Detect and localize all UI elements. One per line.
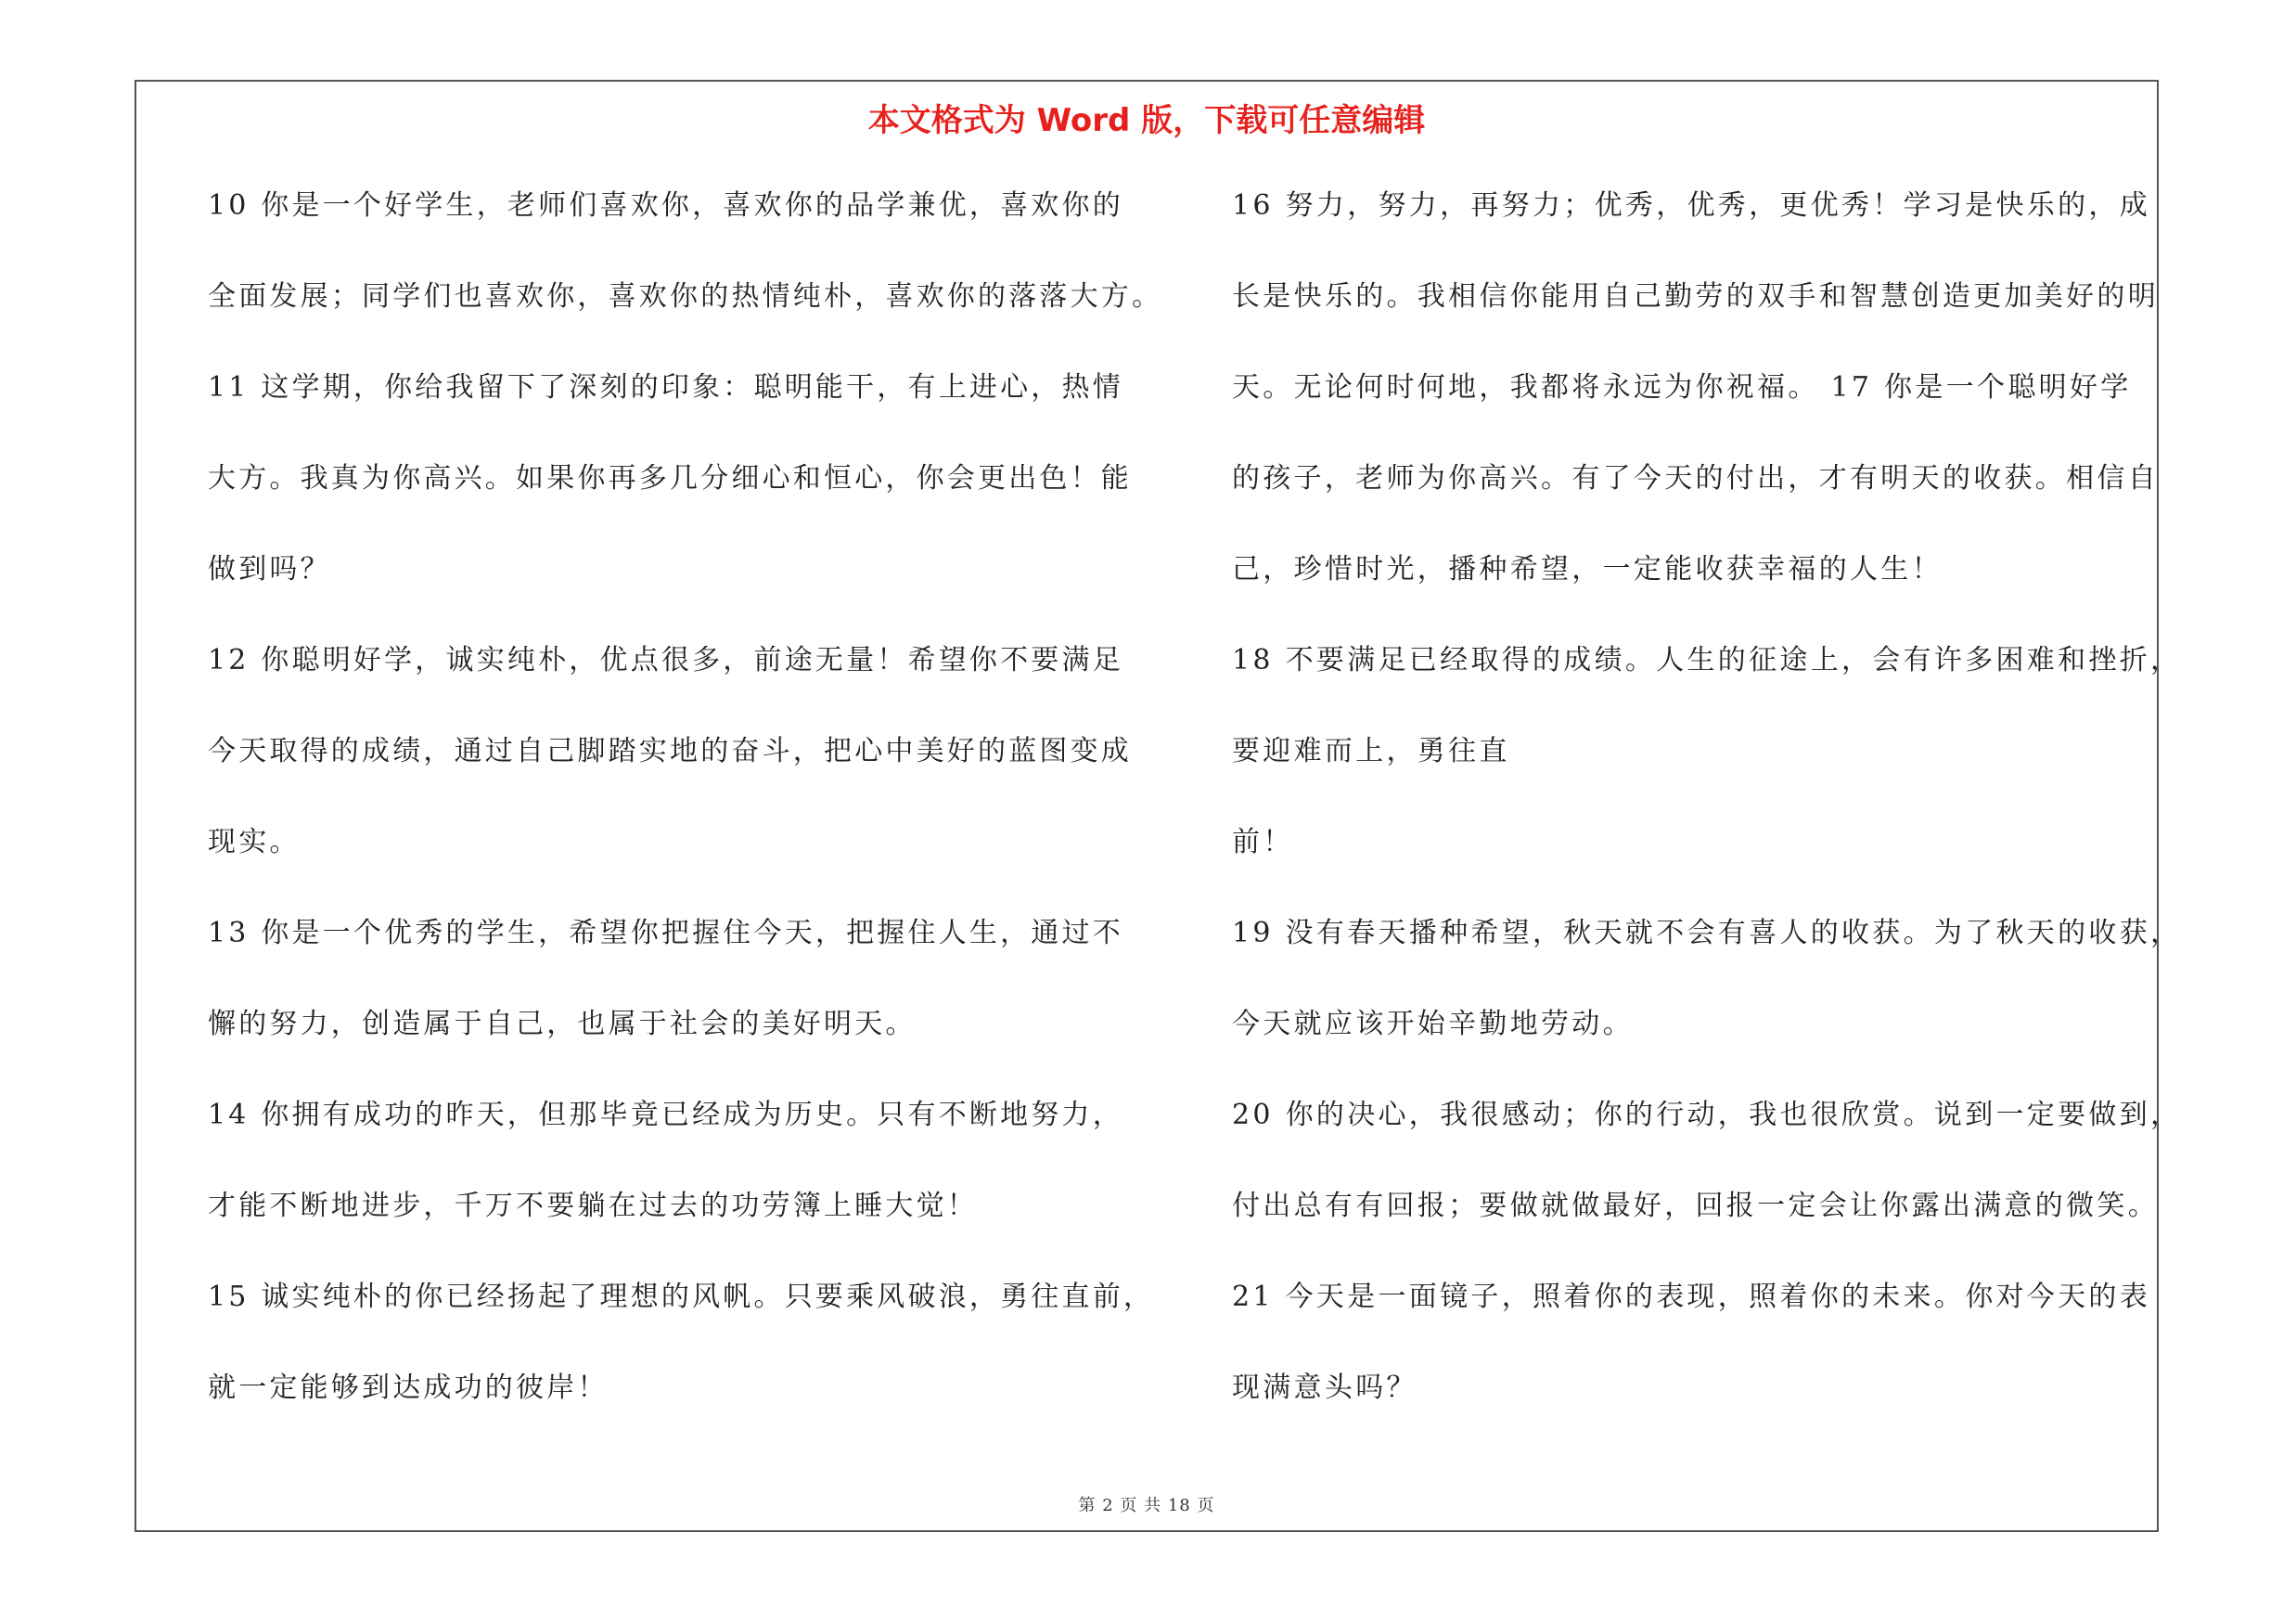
text-line: 己，珍惜时光，播种希望，一定能收获幸福的人生！ bbox=[1232, 553, 1943, 586]
text-line: 13 你是一个优秀的学生，希望你把握住今天，把握住人生，通过不 bbox=[208, 917, 1123, 949]
text-line: 懈的努力，创造属于自己，也属于社会的美好明天。 bbox=[208, 1008, 917, 1040]
text-line: 大方。我真为你高兴。如果你再多几分细心和恒心，你会更出色！能 bbox=[208, 462, 1132, 495]
text-line: 12 你聪明好学，诚实纯朴，优点很多，前途无量！希望你不要满足 bbox=[208, 644, 1123, 676]
text-line: 11 这学期，你给我留下了深刻的印象：聪明能干，有上进心，热情 bbox=[208, 371, 1123, 404]
text-line: 就一定能够到达成功的彼岸！ bbox=[208, 1372, 609, 1404]
text-line: 21 今天是一面镜子，照着你的表现，照着你的未来。你对今天的表 bbox=[1232, 1281, 2151, 1313]
text-line: 19 没有春天播种希望，秋天就不会有喜人的收获。为了秋天的收获， bbox=[1232, 917, 2182, 949]
text-line: 今天取得的成绩，通过自己脚踏实地的奋斗，把心中美好的蓝图变成 bbox=[208, 735, 1132, 767]
text-line: 20 你的决心，我很感动；你的行动，我也很欣赏。说到一定要做到， bbox=[1232, 1099, 2182, 1131]
right-text-column bbox=[1232, 183, 2182, 1456]
text-line: 付出总有有回报；要做就做最好，回报一定会让你露出满意的微笑。 bbox=[1232, 1190, 2159, 1222]
text-line: 长是快乐的。我相信你能用自己勤劳的双手和智慧创造更加美好的明 bbox=[1232, 280, 2159, 313]
text-line: 16 努力，努力，再努力；优秀，优秀，更优秀！学习是快乐的，成 bbox=[1232, 189, 2151, 222]
word-format-banner: 本文格式为 Word 版，下载可任意编辑 bbox=[867, 102, 1426, 139]
text-line: 18 不要满足已经取得的成绩。人生的征途上，会有许多困难和挫折， bbox=[1232, 644, 2182, 676]
text-line: 现满意头吗？ bbox=[1232, 1372, 1417, 1404]
page-number-footer: 第 2 页 共 18 页 bbox=[1078, 1496, 1215, 1515]
text-line: 今天就应该开始辛勤地劳动。 bbox=[1232, 1008, 1634, 1040]
text-line: 要迎难而上，勇往直 bbox=[1232, 735, 1510, 767]
text-line: 才能不断地进步，千万不要躺在过去的功劳簿上睡大觉！ bbox=[208, 1190, 978, 1222]
text-line: 的孩子，老师为你高兴。有了今天的付出，才有明天的收获。相信自 bbox=[1232, 462, 2159, 495]
left-text-column bbox=[208, 183, 1163, 1456]
text-line: 10 你是一个好学生，老师们喜欢你，喜欢你的品学兼优，喜欢你的 bbox=[208, 189, 1123, 222]
document-page bbox=[135, 80, 2182, 1532]
text-line: 15 诚实纯朴的你已经扬起了理想的风帆。只要乘风破浪，勇往直前， bbox=[208, 1281, 1155, 1313]
text-line: 做到吗？ bbox=[208, 553, 331, 586]
text-line: 前！ bbox=[1232, 826, 1294, 858]
text-line: 全面发展；同学们也喜欢你，喜欢你的热情纯朴，喜欢你的落落大方。 bbox=[208, 280, 1163, 313]
text-line: 现实。 bbox=[208, 826, 301, 858]
text-line: 天。无论何时何地，我都将永远为你祝福。 17 你是一个聪明好学 bbox=[1232, 371, 2132, 404]
text-line: 14 你拥有成功的昨天，但那毕竟已经成为历史。只有不断地努力， bbox=[208, 1099, 1123, 1131]
